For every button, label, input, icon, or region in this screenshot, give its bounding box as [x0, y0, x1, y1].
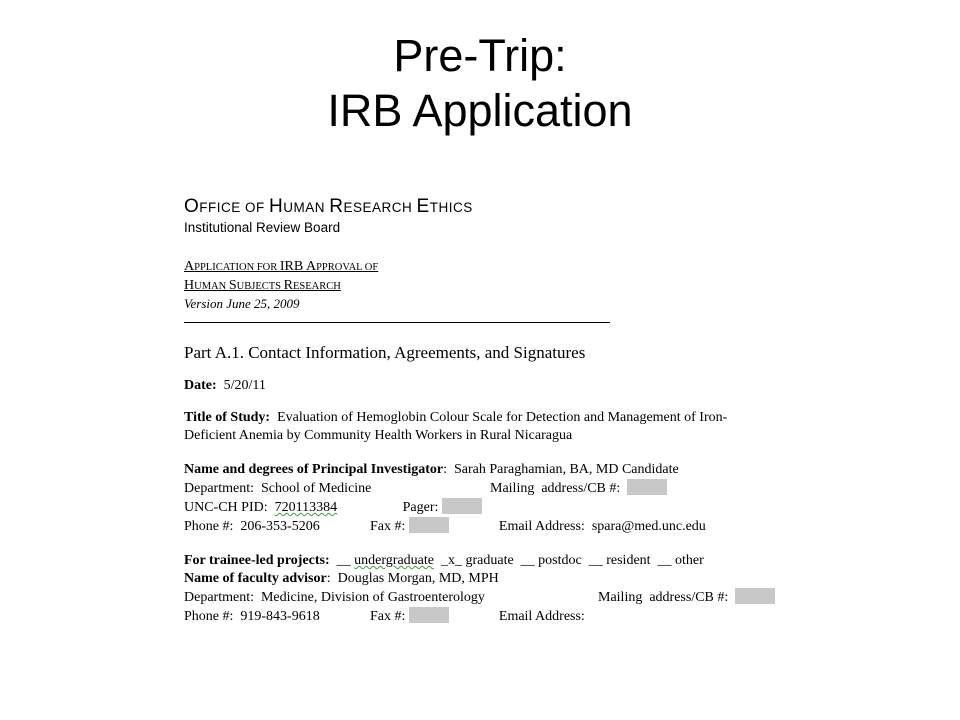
advisor-phone-row: Phone #: 919-843-9618 Fax #: Email Address: — [184, 609, 585, 624]
advisor-department-row: Department: Medicine, Division of Gastroenterology Mailing address/CB #: — [184, 588, 824, 607]
office-heading: OFFICE OF HUMAN RESEARCH ETHICS — [184, 196, 473, 217]
board-name: Institutional Review Board — [184, 220, 341, 235]
redacted-box — [627, 479, 667, 495]
part-heading: Part A.1. Contact Information, Agreements, and Signatures — [184, 343, 586, 362]
slide-title-line-2: IRB Application — [327, 85, 633, 136]
slide-title — [0, 28, 960, 138]
study-title-row: Title of Study: Evaluation of Hemoglobin Colour Scale for Detection and Management of Iron- — [184, 410, 728, 425]
pi-department-row: Department: School of Medicine Mailing address/CB #: — [184, 479, 824, 498]
slide-title-line-1: Pre-Trip: — [393, 30, 567, 81]
application-title: APPLICATION FOR IRB APPROVAL OF HUMAN SUBJECTS RESEARCH — [184, 259, 379, 293]
divider — [184, 322, 610, 323]
trainee-row: For trainee-led projects: __ undergraduate _x_ graduate __ postdoc __ resident __ other — [184, 553, 704, 568]
redacted-box — [409, 517, 449, 533]
redacted-box — [735, 588, 775, 604]
pi-row: Name and degrees of Principal Investigator: Sarah Paraghamian, BA, MD Candidate — [184, 462, 679, 477]
pi-phone-row: Phone #: 206-353-5206 Fax #: Email Address: spara@med.unc.edu — [184, 519, 706, 534]
advisor-row: Name of faculty advisor: Douglas Morgan, MD, MPH — [184, 571, 499, 586]
pid-row: UNC-CH PID: 720113384 Pager: — [184, 498, 824, 517]
date-row: Date: 5/20/11 — [184, 378, 266, 393]
redacted-box — [442, 498, 482, 514]
redacted-box — [409, 607, 449, 623]
study-title-continuation: Deficient Anemia by Community Health Workers in Rural Nicaragua — [184, 428, 573, 443]
version-note: Version June 25, 2009 — [184, 296, 300, 311]
irb-document-excerpt — [184, 196, 824, 644]
